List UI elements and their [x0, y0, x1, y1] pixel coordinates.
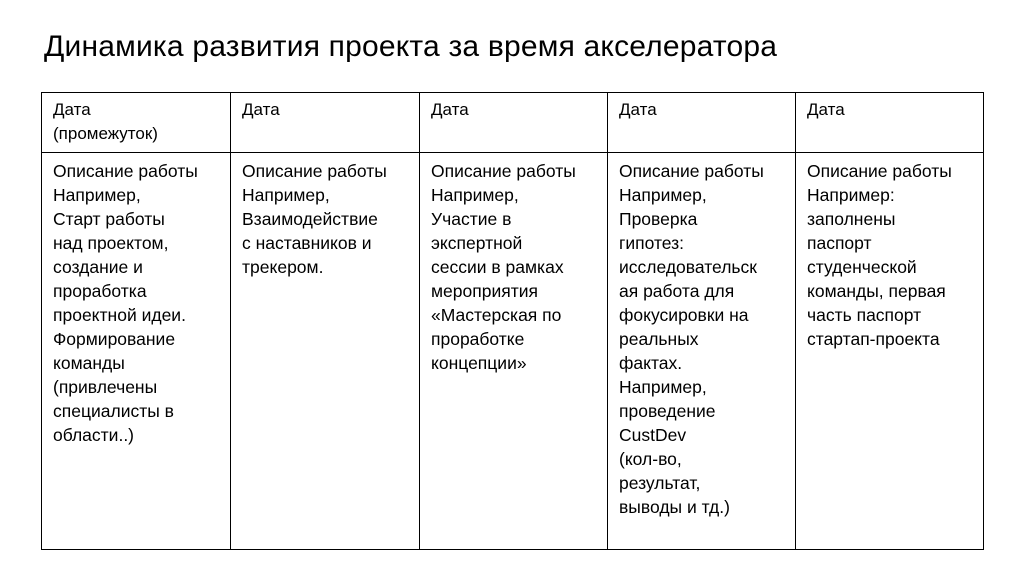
cell-text-line: гипотез: — [619, 233, 685, 253]
cell-text-line: часть паспорт — [807, 305, 922, 325]
cell-text-line: Например, — [53, 185, 141, 205]
cell-text-line: фокусировки на — [619, 305, 749, 325]
cell-text-line: Описание работы — [807, 161, 952, 181]
header-cell — [420, 93, 608, 153]
cell-text-line: Например, — [242, 185, 330, 205]
cell-text-line: «Мастерская по — [431, 305, 562, 325]
cell-text-line: сессии в рамках — [431, 257, 564, 277]
cell-text-line: ая работа для — [619, 281, 735, 301]
cell-text-line: экспертной — [431, 233, 523, 253]
cell-text-line: стартап-проекта — [807, 329, 940, 349]
description-cell — [608, 153, 796, 550]
cell-text-line: (кол-во, — [619, 449, 682, 469]
cell-text-line: специалисты в — [53, 401, 174, 421]
cell-text-line: Дата — [53, 100, 91, 119]
header-cell — [608, 93, 796, 153]
cell-text-line: с наставников и — [242, 233, 372, 253]
cell-text-line: проработка — [53, 281, 147, 301]
cell-text-line: Дата — [619, 100, 657, 119]
cell-text-line: трекером. — [242, 257, 324, 277]
description-cell — [420, 153, 608, 550]
cell-text-line: заполнены — [807, 209, 896, 229]
description-cell — [231, 153, 420, 550]
cell-text-line: CustDev — [619, 425, 687, 445]
cell-text-line: команды, первая — [807, 281, 946, 301]
description-cell — [42, 153, 231, 550]
cell-text-line: Например, — [431, 185, 519, 205]
cell-text-line: проектной идеи. — [53, 305, 186, 325]
header-cell — [231, 93, 420, 153]
cell-text-line: Формирование — [53, 329, 176, 349]
cell-text-line: студенческой — [807, 257, 917, 277]
cell-text-line: результат, — [619, 473, 701, 493]
header-cell — [796, 93, 984, 153]
cell-text-line: (привлечены — [53, 377, 158, 397]
cell-text-line: Описание работы — [619, 161, 764, 181]
header-row — [42, 93, 984, 153]
cell-text-line: Дата — [431, 100, 469, 119]
cell-text-line: над проектом, — [53, 233, 169, 253]
cell-text-line: проведение — [619, 401, 716, 421]
cell-text-line: (промежуток) — [53, 124, 158, 143]
cell-text-line: Проверка — [619, 209, 698, 229]
cell-text-line: паспорт — [807, 233, 872, 253]
header-cell — [42, 93, 231, 153]
cell-text-line: Старт работы — [53, 209, 165, 229]
cell-text-line: создание и — [53, 257, 143, 277]
cell-text-line: Описание работы — [242, 161, 387, 181]
cell-text-line: Участие в — [431, 209, 512, 229]
description-row — [42, 153, 984, 550]
cell-text-line: Например, — [619, 377, 707, 397]
cell-text-line: Например: — [807, 185, 895, 205]
cell-text-line: реальных — [619, 329, 699, 349]
slide-title: Динамика развития проекта за время акселератора — [44, 30, 778, 63]
cell-text-line: мероприятия — [431, 281, 538, 301]
cell-text-line: области..) — [53, 425, 135, 445]
cell-text-line: Взаимодействие — [242, 209, 378, 229]
cell-text-line: выводы и тд.) — [619, 497, 730, 517]
cell-text-line: Например, — [619, 185, 707, 205]
cell-text-line: Дата — [242, 100, 280, 119]
cell-text-line: команды — [53, 353, 125, 373]
cell-text-line: исследовательск — [619, 257, 757, 277]
cell-text-line: проработке — [431, 329, 525, 349]
description-cell — [796, 153, 984, 550]
cell-text-line: Дата — [807, 100, 845, 119]
cell-text-line: Описание работы — [53, 161, 198, 181]
cell-text-line: концепции» — [431, 353, 527, 373]
cell-text-line: Описание работы — [431, 161, 576, 181]
cell-text-line: фактах. — [619, 353, 683, 373]
project-timeline-table — [41, 92, 984, 550]
